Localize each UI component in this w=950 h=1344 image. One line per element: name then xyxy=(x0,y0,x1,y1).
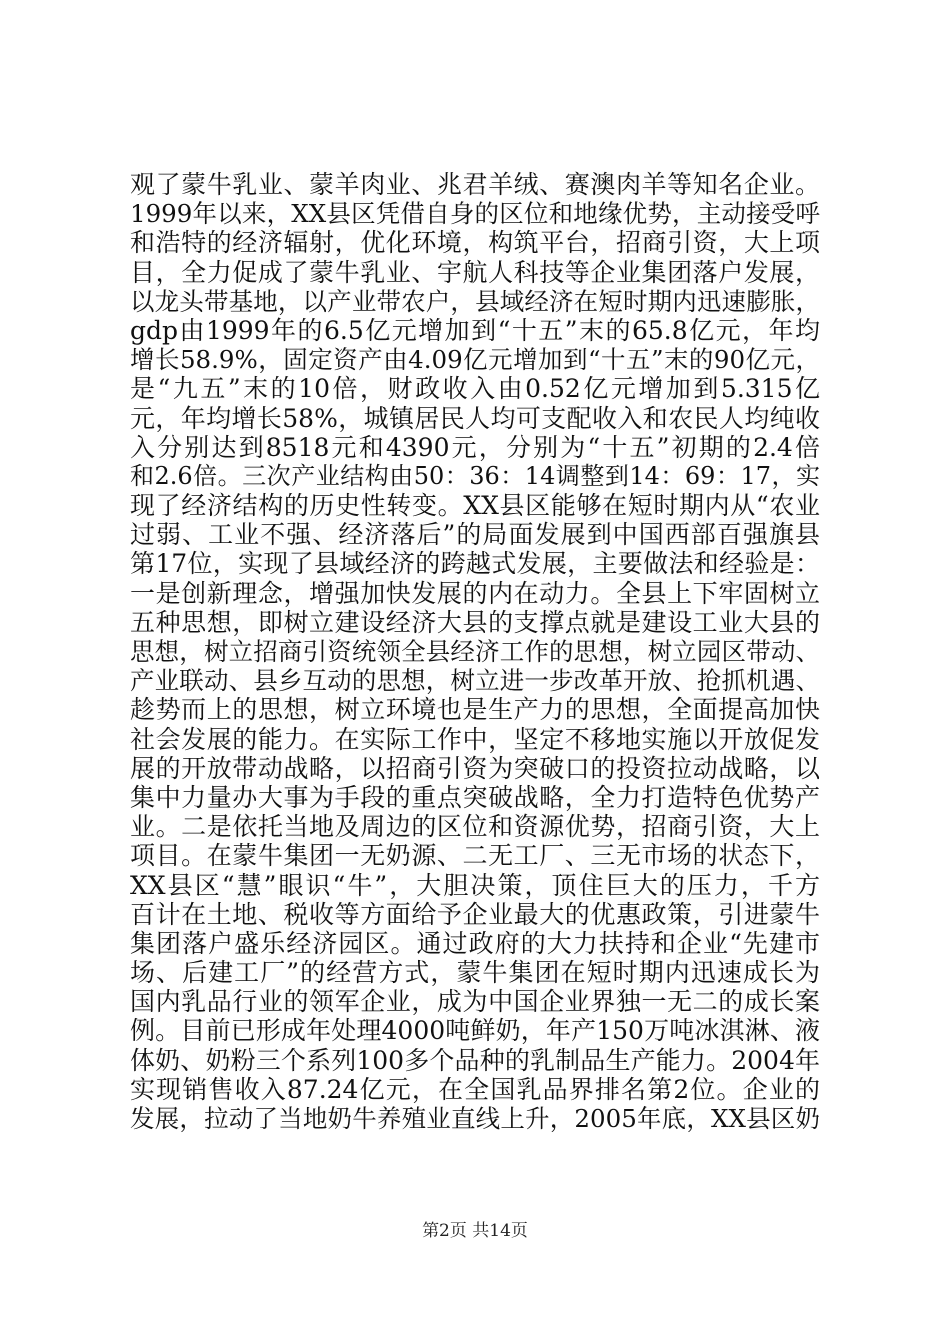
text-line: 集团落户盛乐经济园区。通过政府的大力扶持和企业“先建市 xyxy=(130,928,820,958)
text-line: 过弱、工业不强、经济落后”的局面发展到中国西部百强旗县 xyxy=(130,520,820,550)
text-line: 项目。在蒙牛集团一无奶源、二无工厂、三无市场的状态下， xyxy=(130,841,820,871)
text-line: gdp由1999年的6.5亿元增加到“十五”末的65.8亿元，年均 xyxy=(130,315,820,345)
text-line: 和浩特的经济辐射，优化环境，构筑平台，招商引资，大上项 xyxy=(130,228,820,258)
text-line: 业。二是依托当地及周边的区位和资源优势，招商引资，大上 xyxy=(130,812,820,842)
text-line: 以龙头带基地，以产业带农户，县域经济在短时期内迅速膨胀， xyxy=(130,286,820,316)
text-line: 第17位，实现了县域经济的跨越式发展，主要做法和经验是： xyxy=(130,549,820,579)
text-line: XX县区“慧”眼识“牛”，大胆决策，顶住巨大的压力，千方 xyxy=(130,870,820,900)
text-line: 现了经济结构的历史性转变。XX县区能够在短时期内从“农业 xyxy=(130,491,820,521)
text-line: 体奶、奶粉三个系列100多个品种的乳制品生产能力。2004年 xyxy=(130,1045,820,1075)
text-line: 产业联动、县乡互动的思想，树立进一步改革开放、抢抓机遇、 xyxy=(130,666,820,696)
text-line: 1999年以来，XX县区凭借自身的区位和地缘优势，主动接受呼 xyxy=(130,199,820,229)
text-line: 百计在土地、税收等方面给予企业最大的优惠政策，引进蒙牛 xyxy=(130,899,820,929)
text-line: 一是创新理念，增强加快发展的内在动力。全县上下牢固树立 xyxy=(130,578,820,608)
text-line: 五种思想，即树立建设经济大县的支撑点就是建设工业大县的 xyxy=(130,607,820,637)
body-text xyxy=(130,170,820,1133)
text-line: 例。目前已形成年处理4000吨鲜奶，年产150万吨冰淇淋、液 xyxy=(130,1016,820,1046)
text-line: 是“九五”末的10倍，财政收入由0.52亿元增加到5.315亿 xyxy=(130,374,820,404)
text-line: 目，全力促成了蒙牛乳业、宇航人科技等企业集团落户发展， xyxy=(130,257,820,287)
text-line: 思想，树立招商引资统领全县经济工作的思想，树立园区带动、 xyxy=(130,637,820,666)
text-line: 入分别达到8518元和4390元，分别为“十五”初期的2.4倍 xyxy=(130,432,820,462)
text-line: 场、后建工厂”的经营方式，蒙牛集团在短时期内迅速成长为 xyxy=(130,958,820,988)
text-line: 发展，拉动了当地奶牛养殖业直线上升，2005年底，XX县区奶 xyxy=(130,1104,820,1133)
text-line: 社会发展的能力。在实际工作中，坚定不移地实施以开放促发 xyxy=(130,724,820,754)
text-line: 观了蒙牛乳业、蒙羊肉业、兆君羊绒、赛澳肉羊等知名企业。 xyxy=(130,170,820,199)
text-line: 集中力量办大事为手段的重点突破战略，全力打造特色优势产 xyxy=(130,782,820,812)
text-line: 增长58.9%，固定资产由4.09亿元增加到“十五”末的90亿元， xyxy=(130,345,820,375)
text-line: 元，年均增长58%，城镇居民人均可支配收入和农民人均纯收 xyxy=(130,403,820,433)
text-line: 和2.6倍。三次产业结构由50：36：14调整到14：69：17，实 xyxy=(130,461,820,490)
text-line: 展的开放带动战略，以招商引资为突破口的投资拉动战略，以 xyxy=(130,753,820,783)
text-line: 国内乳品行业的领军企业，成为中国企业界独一无二的成长案 xyxy=(130,987,820,1017)
text-line: 趁势而上的思想，树立环境也是生产力的思想，全面提高加快 xyxy=(130,695,820,725)
text-line: 实现销售收入87.24亿元，在全国乳品界排名第2位。企业的 xyxy=(130,1074,820,1104)
page-footer: 第2页 共14页 xyxy=(422,1221,528,1241)
